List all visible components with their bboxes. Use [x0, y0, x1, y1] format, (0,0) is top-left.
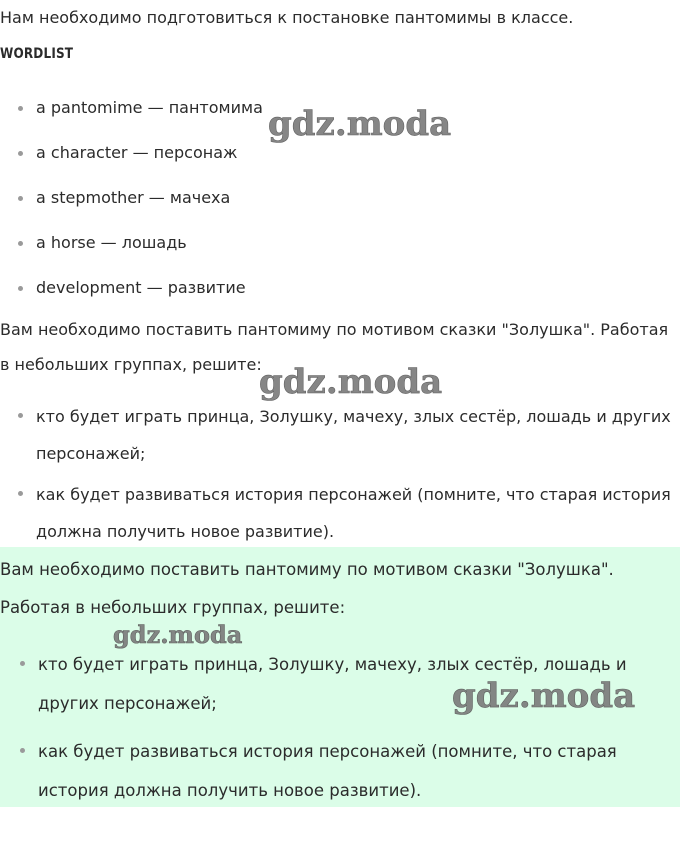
bullet-icon: [18, 241, 23, 246]
bullet-icon: [20, 748, 25, 753]
answer-text: Вам необходимо поставить пантомиму по мотивом сказки "Золушка". Работая в небольших группах, решите:: [0, 560, 614, 617]
task-list: [0, 398, 680, 554]
bullet-icon: [18, 196, 23, 201]
watermark-logo: gdz.moda: [113, 620, 243, 649]
answer-list: [0, 645, 680, 819]
intro-text: Нам необходимо подготовиться к постановке пантомимы в классе.: [0, 8, 574, 27]
bullet-icon: [18, 413, 23, 418]
wordlist-item-text: a pantomime — пантомима: [36, 98, 263, 117]
list-item: [0, 231, 680, 276]
list-item: [0, 186, 680, 231]
bullet-icon: [18, 286, 23, 291]
task-item-text: кто будет играть принца, Золушку, мачеху, злых сестёр, лошадь и других персонажей;: [36, 407, 671, 463]
list-item: [0, 398, 680, 472]
bullet-icon: [18, 106, 23, 111]
wordlist-item-text: a horse — лошадь: [36, 233, 187, 252]
task-text: Вам необходимо поставить пантомиму по мотивом сказки "Золушка". Работая в небольших группах, решите:: [0, 320, 669, 374]
bullet-icon: [20, 661, 25, 666]
wordlist-item-text: development — развитие: [36, 278, 246, 297]
bullet-icon: [18, 151, 23, 156]
list-item: [0, 732, 680, 810]
watermark-logo: gdz.moda: [452, 676, 636, 716]
list-item: [0, 141, 680, 186]
answer-item-text: как будет развиваться история персонажей (помните, что старая история должна получить новое развитие).: [38, 742, 617, 800]
watermark-logo: gdz.moda: [259, 362, 443, 402]
task-item-text: как будет развиваться история персонажей (помните, что старая история должна получить новое развитие).: [36, 485, 671, 541]
wordlist-heading: WORDLIST: [0, 46, 74, 62]
answer-item-text: кто будет играть принца, Золушку, мачеху, злых сестёр, лошадь и других персонажей;: [38, 655, 627, 713]
wordlist-item-text: a character — персонаж: [36, 143, 238, 162]
wordlist-item-text: a stepmother — мачеха: [36, 188, 231, 207]
watermark-logo: gdz.moda: [268, 104, 452, 144]
list-item: [0, 476, 680, 550]
bullet-icon: [18, 491, 23, 496]
